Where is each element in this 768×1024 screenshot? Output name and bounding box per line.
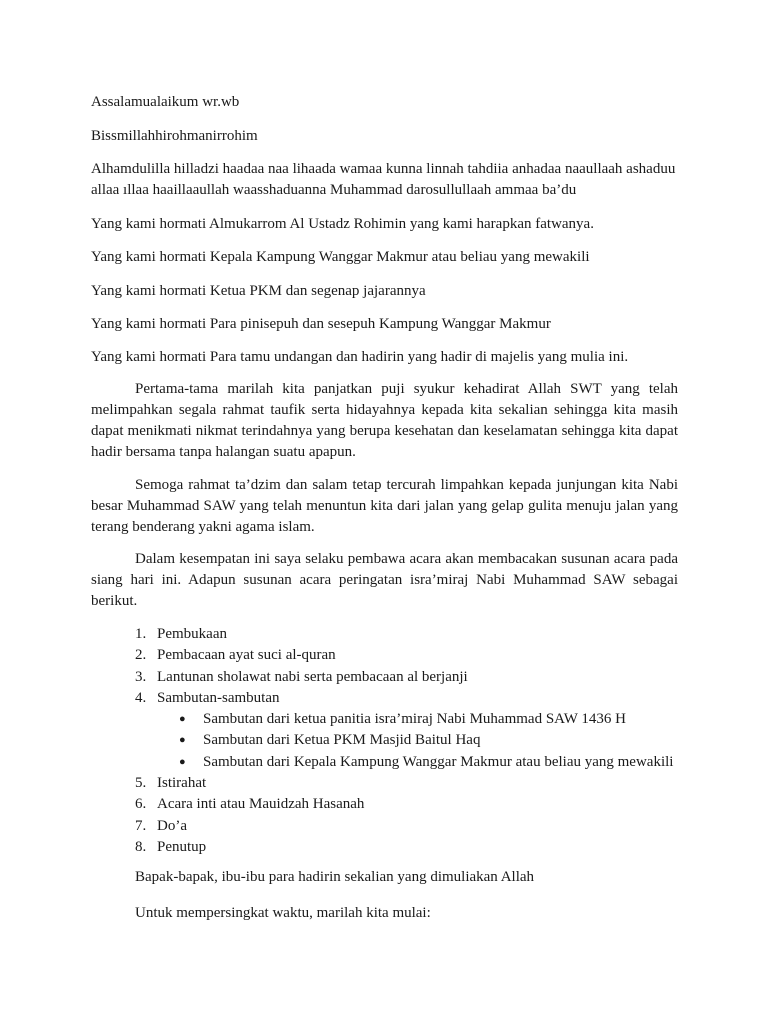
sub-list-item: ● Sambutan dari ketua panitia isra’miraj Nabi Muhammad SAW 1436 H [135,709,673,730]
honorific-line: Yang kami hormati Para pinisepuh dan sesepuh Kampung Wanggar Makmur [91,316,551,332]
paragraph-agenda-intro: Dalam kesempatan ini saya selaku pembawa acara akan membacakan susunan acara pada siang hari ini. Adapun susunan acara peringatan isra’miraj Nabi Muhammad SAW sebagai berikut. [91,551,678,609]
list-item: 4. Sambutan-sambutan [135,689,280,706]
list-item: 1. Pembukaan [135,626,227,642]
sub-list-item: ● Sambutan dari Ketua PKM Masjid Baitul Haq [135,730,673,751]
paragraph-salawat: Semoga rahmat ta’dzim dan salam tetap tercurah limpahkan kepada junjungan kita Nabi besar Muhammad SAW yang telah menuntun kita dari jalan yang gelap gulita menuju jalan yang terang benderang yakni agama islam. [91,477,678,535]
sub-list-item: ● Sambutan dari Kepala Kampung Wanggar Makmur atau beliau yang mewakili [135,752,673,773]
closing-start: Untuk mempersingkat waktu, marilah kita mulai: [135,905,431,921]
list-item: 6. Acara inti atau Mauidzah Hasanah [135,796,365,813]
list-item: 7. Do’a [135,817,187,834]
agenda-list [135,624,673,858]
hamdalah-line-1: Alhamdulilla hilladzi haadaa naa lihaada wamaa kunna linnah tahdiia anhadaa naaullaah ashaduu [91,161,676,177]
bullet-icon: ● [179,713,186,726]
honorific-line: Yang kami hormati Para tamu undangan dan hadirin yang hadir di majelis yang mulia ini. [91,349,629,365]
list-item: 3. Lantunan sholawat nabi serta pembacaan al berjanji [135,668,468,685]
basmalah: Bissmillahhirohmanirrohim [91,128,258,144]
closing-address: Bapak-bapak, ibu-ibu para hadirin sekalian yang dimuliakan Allah [135,869,535,885]
honorific-line: Yang kami hormati Ketua PKM dan segenap jajarannya [91,283,426,299]
honorific-line: Yang kami hormati Almukarrom Al Ustadz Rohimin yang kami harapkan fatwanya. [91,216,594,232]
honorific-line: Yang kami hormati Kepala Kampung Wanggar Makmur atau beliau yang mewakili [91,249,590,265]
bullet-icon: ● [179,755,186,768]
greeting: Assalamualaikum wr.wb [91,94,240,110]
hamdalah-line-2: allaa ıllaa haaillaaullah waasshaduanna Muhammad darosullullaah ammaa ba’du [91,182,577,198]
list-item: 8. Penutup [135,838,207,855]
list-item: 2. Pembacaan ayat suci al-quran [135,647,336,664]
paragraph-gratitude: Pertama-tama marilah kita panjatkan puji syukur kehadirat Allah SWT yang telah melimpahkan segala rahmat taufik serta hidayahnya kepada kita sekalian sehingga kita masih dapat menikmati nikmat terindahnya yang berupa kesehatan dan keselamatan sehingga kita dapat hadir bersama tanpa halangan suatu apapun. [91,381,678,460]
bullet-icon: ● [179,734,186,747]
list-item: 5. Istirahat [135,775,207,792]
